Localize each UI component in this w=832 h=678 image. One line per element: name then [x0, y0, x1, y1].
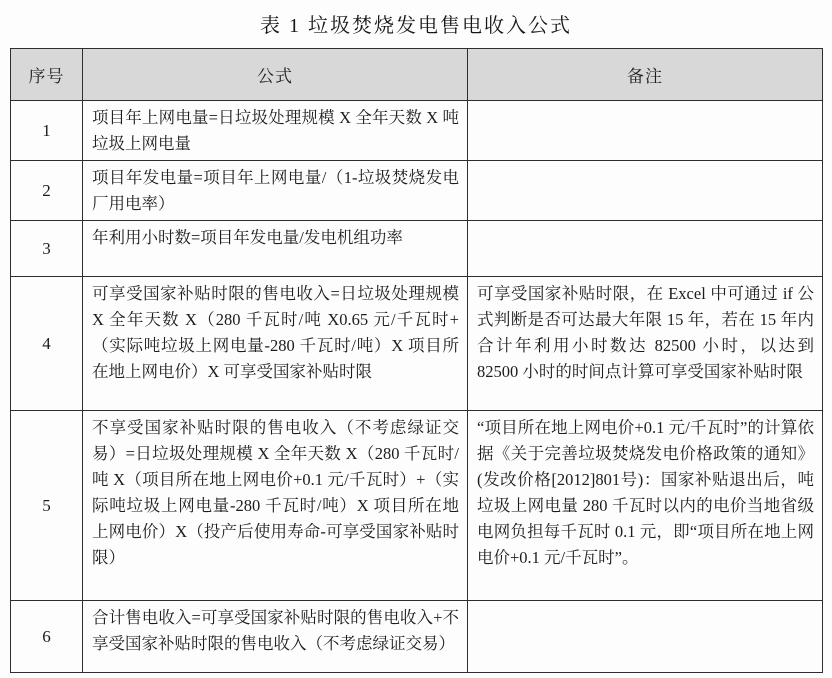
row-number-cell: 4	[11, 277, 83, 411]
row-number-cell: 6	[11, 601, 83, 673]
note-cell	[468, 221, 823, 277]
formula-cell: 项目年上网电量=日垃圾处理规模 X 全年天数 X 吨垃圾上网电量	[83, 101, 468, 161]
formula-cell: 不享受国家补贴时限的售电收入（不考虑绿证交易）=日垃圾处理规模 X 全年天数 X（280 千瓦时/吨 X（项目所在地上网电价+0.1 元/千瓦时）+（实际吨垃圾上网电量-280 千瓦时/吨）X 项目所在地上网电价）X（投产后使用寿命-可享受国家补贴时限）	[83, 411, 468, 601]
note-cell	[468, 161, 823, 221]
table-row	[11, 277, 823, 411]
table-row	[11, 411, 823, 601]
table-caption: 表 1 垃圾焚烧发电售电收入公式	[260, 15, 572, 37]
table-header-row	[11, 49, 823, 101]
row-number-cell: 1	[11, 101, 83, 161]
header-cell-formula: 公式	[83, 49, 468, 101]
table-row	[11, 601, 823, 673]
formula-cell: 合计售电收入=可享受国家补贴时限的售电收入+不享受国家补贴时限的售电收入（不考虑绿证交易）	[83, 601, 468, 673]
row-number-cell: 3	[11, 221, 83, 277]
table-row	[11, 101, 823, 161]
formula-cell: 项目年发电量=项目年上网电量/（1-垃圾焚烧发电厂用电率）	[83, 161, 468, 221]
header-cell-number: 序号	[11, 49, 83, 101]
table-row	[11, 221, 823, 277]
formula-cell: 年利用小时数=项目年发电量/发电机组功率	[83, 221, 468, 277]
formula-cell: 可享受国家补贴时限的售电收入=日垃圾处理规模 X 全年天数 X（280 千瓦时/吨 X0.65 元/千瓦时+（实际吨垃圾上网电量-280 千瓦时/吨）X 项目所在地上网电价）X 可享受国家补贴时限	[83, 277, 468, 411]
note-cell: “项目所在地上网电价+0.1 元/千瓦时”的计算依据《关于完善垃圾焚烧发电价格政策的通知》(发改价格[2012]801号)：国家补贴退出后，吨垃圾上网电量 280 千瓦时以内的电价当地省级电网负担每千瓦时 0.1 元，即“项目所在地上网电价+0.1 元/千瓦时”。	[468, 411, 823, 601]
table-row	[11, 161, 823, 221]
formula-table	[10, 48, 823, 673]
header-cell-note: 备注	[468, 49, 823, 101]
row-number-cell: 2	[11, 161, 83, 221]
note-cell	[468, 601, 823, 673]
note-cell: 可享受国家补贴时限，在 Excel 中可通过 if 公式判断是否可达最大年限 15 年，若在 15 年内合计年利用小时数达 82500 小时，以达到 82500 小时的时间点计算可享受国家补贴时限	[468, 277, 823, 411]
note-cell	[468, 101, 823, 161]
row-number-cell: 5	[11, 411, 83, 601]
